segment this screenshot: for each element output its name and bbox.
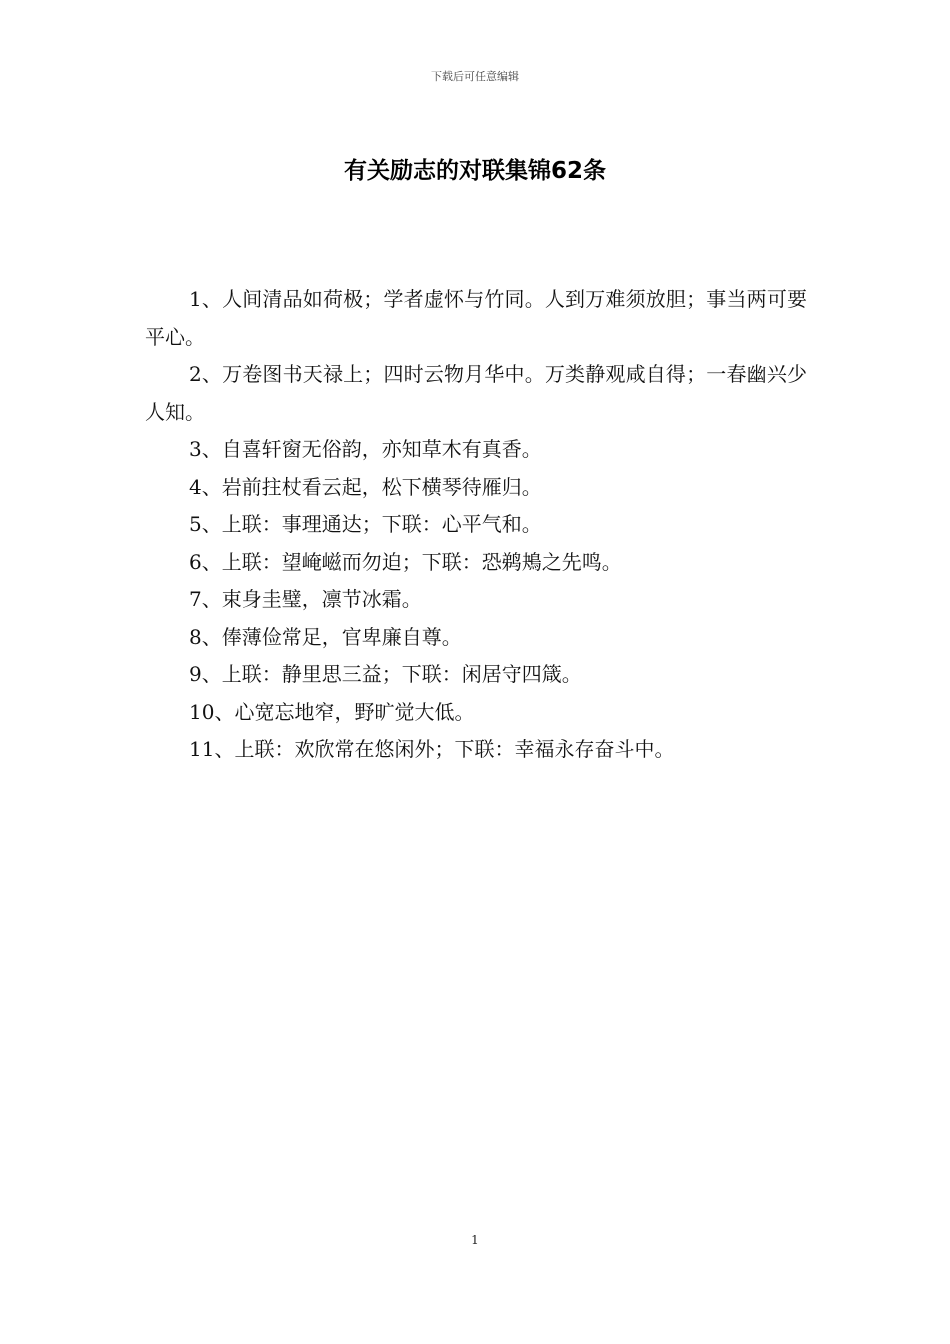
page-number: 1 — [471, 1233, 479, 1247]
paragraph-10: 10、心宽忘地窄，野旷觉大低。 — [189, 699, 475, 724]
paragraph-7: 7、束身圭璧，凛节冰霜。 — [189, 587, 422, 611]
paragraph-4: 4、岩前拄杖看云起，松下横琴待雁归。 — [189, 474, 542, 499]
document-title: 有关励志的对联集锦62条 — [343, 158, 606, 184]
document-body — [145, 281, 807, 769]
paragraph-8: 8、俸薄俭常足，官卑廉自尊。 — [189, 624, 462, 649]
paragraph-1: 1、人间清品如荷极；学者虚怀与竹同。人到万难须放胆；事当两可要平心。 — [145, 287, 807, 349]
paragraph-3: 3、自喜轩窗无俗韵，亦知草木有真香。 — [189, 437, 542, 461]
header-note: 下载后可任意编辑 — [431, 70, 519, 83]
paragraph-11: 11、上联：欢欣常在悠闲外；下联：幸福永存奋斗中。 — [189, 737, 675, 761]
paragraph-9: 9、上联：静里思三益；下联：闲居守四箴。 — [189, 662, 582, 686]
paragraph-6: 6、上联：望崦嵫而勿迫；下联：恐鹈鴂之先鸣。 — [189, 549, 622, 574]
paragraph-2: 2、万卷图书天禄上；四时云物月华中。万类静观咸自得；一春幽兴少人知。 — [145, 362, 807, 424]
paragraph-5: 5、上联：事理通达；下联：心平气和。 — [189, 512, 542, 536]
